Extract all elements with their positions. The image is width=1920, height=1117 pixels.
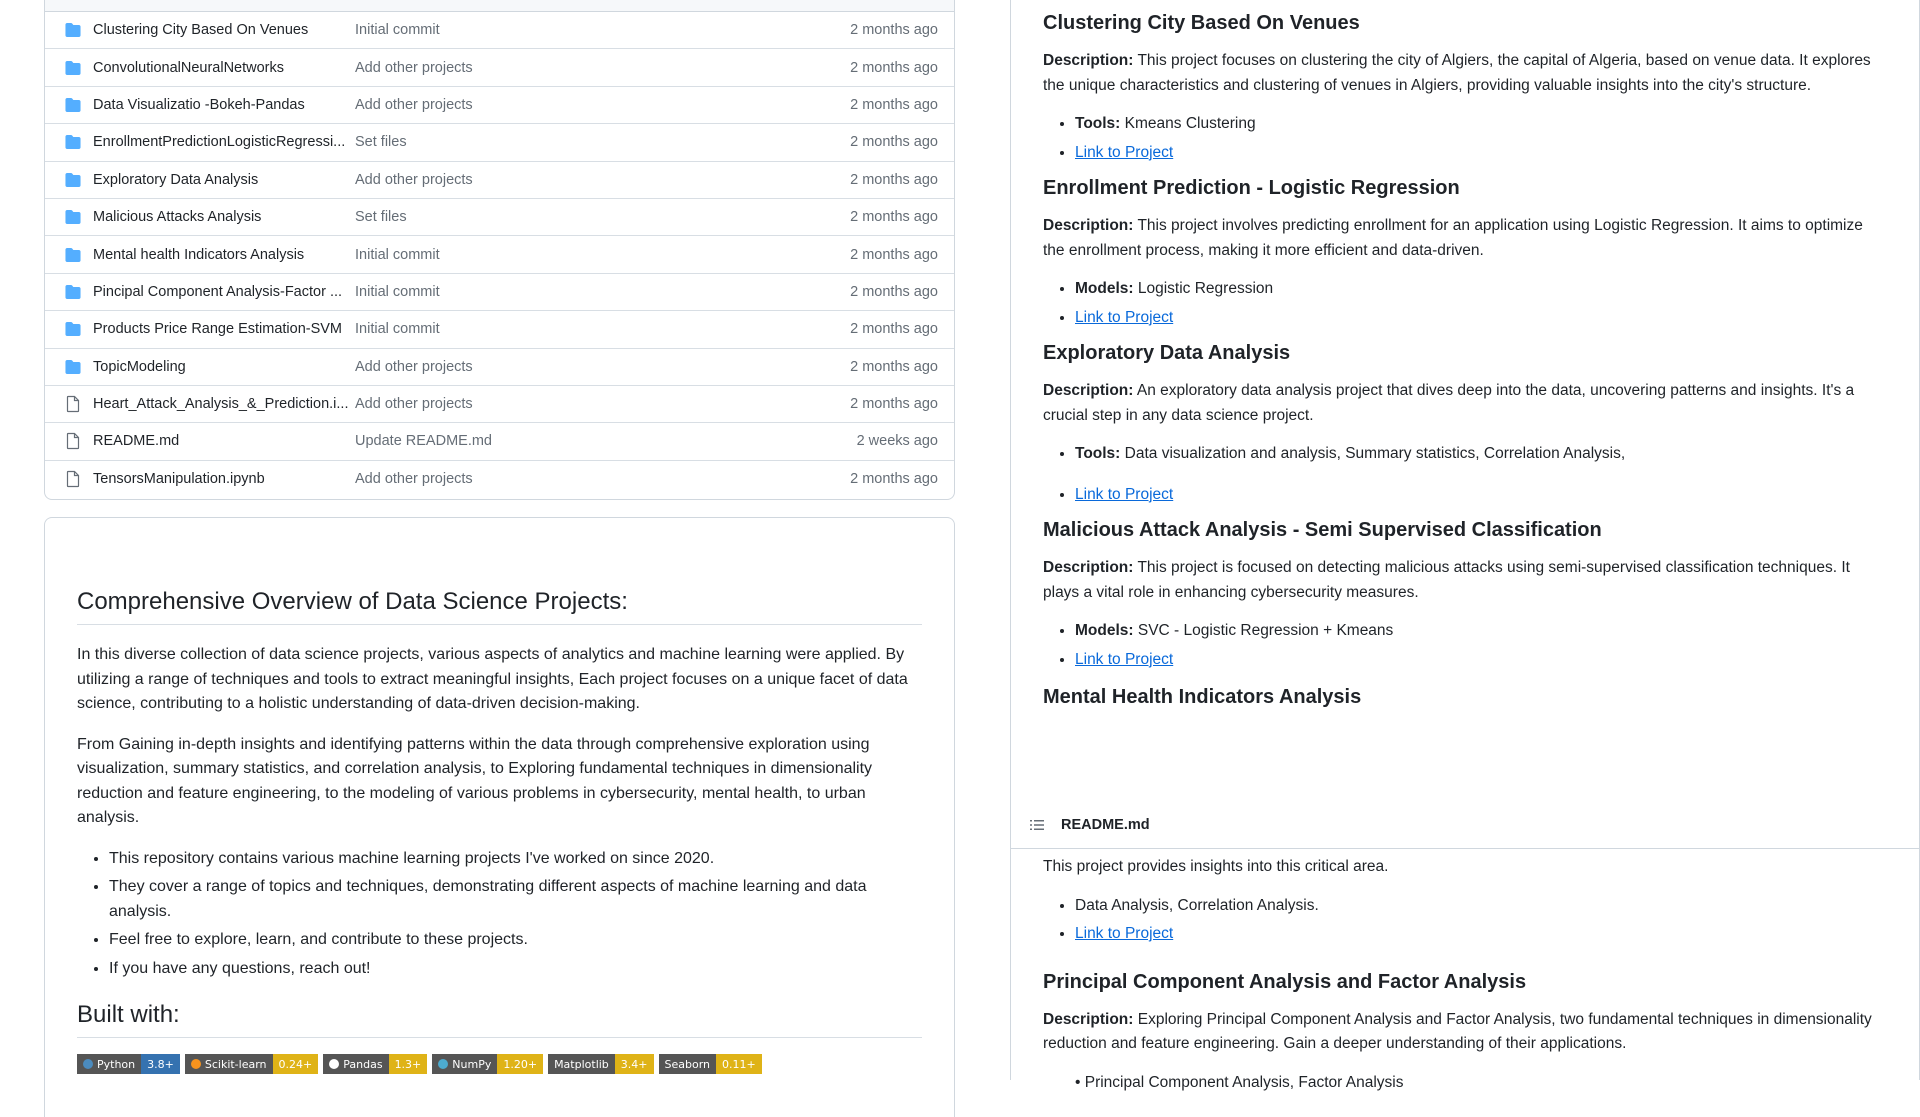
list-item bbox=[1075, 306, 1887, 331]
description-text: Exploring Principal Component Analysis and Factor Analysis, two fundamental techniques in dimensionality reduction and feature engineering. Gain a deeper understanding of their applications. bbox=[1043, 1010, 1872, 1052]
folder-icon bbox=[45, 360, 93, 374]
link-to-project[interactable]: Link to Project bbox=[1075, 650, 1174, 668]
badge-label bbox=[432, 1054, 497, 1074]
badge-label bbox=[185, 1054, 273, 1074]
readme-bullet-list bbox=[109, 847, 921, 982]
section-item-list bbox=[1075, 112, 1887, 165]
built-with-heading: Built with: bbox=[77, 1001, 922, 1038]
badge-version: 0.11+ bbox=[716, 1054, 762, 1074]
table-row[interactable] bbox=[45, 349, 954, 386]
link-to-project[interactable]: Link to Project bbox=[1075, 143, 1174, 161]
project-section bbox=[1043, 342, 1887, 507]
list-item: • This repository contains various machine learning projects I've worked on since 2020. bbox=[109, 847, 921, 872]
file-name-link[interactable]: Data Visualizatio -Bokeh-Pandas bbox=[93, 96, 305, 113]
folder-icon bbox=[45, 210, 93, 224]
commit-date: 2 months ago bbox=[850, 134, 938, 151]
folder-icon bbox=[45, 173, 93, 187]
item-label: Models: bbox=[1075, 622, 1134, 639]
table-row[interactable] bbox=[45, 423, 954, 460]
description-text: An exploratory data analysis project that dives deep into the data, uncovering patterns and insights. It's a crucial step in any data science project. bbox=[1043, 382, 1855, 424]
link-to-project[interactable]: Link to Project bbox=[1075, 925, 1174, 942]
commit-date: 2 months ago bbox=[850, 471, 938, 488]
link-to-project[interactable]: Link to Project bbox=[1075, 485, 1174, 503]
badge-label bbox=[548, 1054, 615, 1074]
item-label: Tools: bbox=[1075, 115, 1121, 132]
list-item: • Data Analysis, Correlation Analysis. bbox=[1075, 894, 1887, 919]
description-label: Description: bbox=[1043, 559, 1134, 576]
file-list-header bbox=[45, 0, 954, 12]
commit-message-link[interactable]: Set files bbox=[355, 209, 407, 226]
badge-logo-icon bbox=[438, 1059, 448, 1069]
list-item bbox=[1075, 442, 1887, 467]
list-item: • Principal Component Analysis, Factor Analysis bbox=[1075, 1073, 1404, 1091]
commit-message-link[interactable]: Initial commit bbox=[355, 283, 440, 300]
item-text: Logistic Regression bbox=[1133, 280, 1274, 297]
list-item bbox=[1075, 922, 1887, 947]
file-icon bbox=[45, 471, 93, 487]
section-item-list bbox=[1075, 894, 1887, 947]
file-name-link[interactable]: README.md bbox=[93, 433, 180, 450]
badge-logo-icon bbox=[191, 1059, 201, 1069]
commit-date: 2 months ago bbox=[850, 96, 938, 113]
description-label: Description: bbox=[1043, 52, 1134, 69]
badge-version: 1.20+ bbox=[497, 1054, 543, 1074]
description-text: This project focuses on clustering the city of Algiers, the capital of Algeria, based on venue data. It explores the unique characteristics and clustering of venues in Algiers, providing valuable insights into the city's structure. bbox=[1043, 52, 1871, 94]
tech-badge bbox=[432, 1054, 543, 1074]
commit-date: 2 months ago bbox=[850, 22, 938, 39]
list-item bbox=[1075, 619, 1887, 644]
readme-preview bbox=[44, 517, 955, 1117]
section-description bbox=[1043, 49, 1888, 98]
file-name-link[interactable]: TensorsManipulation.ipynb bbox=[93, 471, 265, 488]
readme-sticky-header bbox=[1011, 802, 1919, 849]
file-name-link[interactable]: Heart_Attack_Analysis_&_Prediction.i... bbox=[93, 396, 349, 413]
list-item bbox=[1075, 112, 1887, 137]
table-row[interactable] bbox=[45, 12, 954, 49]
table-row[interactable] bbox=[45, 49, 954, 86]
badge-label bbox=[323, 1054, 388, 1074]
folder-icon bbox=[45, 322, 93, 336]
badge-version: 3.4+ bbox=[615, 1054, 654, 1074]
commit-message-link[interactable]: Initial commit bbox=[355, 246, 440, 263]
item-text: Kmeans Clustering bbox=[1120, 115, 1256, 132]
project-section bbox=[1043, 12, 1887, 165]
list-item: • If you have any questions, reach out! bbox=[109, 957, 921, 982]
tech-badges bbox=[77, 1054, 921, 1074]
list-item: • Feel free to explore, learn, and contribute to these projects. bbox=[109, 928, 921, 953]
list-item bbox=[1075, 277, 1887, 302]
tech-badge bbox=[548, 1054, 653, 1074]
section-title-pca: Principal Component Analysis and Factor Analysis bbox=[1043, 970, 1527, 993]
section-description: This project provides insights into this critical area. bbox=[1043, 858, 1389, 875]
commit-message-link[interactable]: Add other projects bbox=[355, 59, 473, 76]
tech-badge bbox=[659, 1054, 762, 1074]
description-text: This project involves predicting enrollment for an application using Logistic Regression. It aims to optimize the enrollment process, making it more efficient and data-driven. bbox=[1043, 217, 1863, 259]
folder-icon bbox=[45, 248, 93, 262]
folder-icon bbox=[45, 23, 93, 37]
section-item-list bbox=[1075, 619, 1887, 672]
list-item bbox=[1075, 141, 1887, 166]
list-item: • They cover a range of topics and techniques, demonstrating different aspects of machine learning and data analysis. bbox=[109, 875, 921, 924]
description-label: Description: bbox=[1043, 1010, 1134, 1028]
commit-date: 2 months ago bbox=[850, 283, 938, 300]
badge-label-text: Python bbox=[97, 1057, 136, 1071]
file-name-link[interactable]: Exploratory Data Analysis bbox=[93, 171, 259, 188]
file-name-link[interactable]: Malicious Attacks Analysis bbox=[93, 209, 262, 226]
section-title: Exploratory Data Analysis bbox=[1043, 342, 1291, 364]
item-text: Data visualization and analysis, Summary statistics, Correlation Analysis, bbox=[1120, 445, 1626, 462]
description-label: Description: bbox=[1043, 217, 1134, 234]
section-description bbox=[1043, 214, 1888, 263]
folder-icon bbox=[45, 135, 93, 149]
section-description bbox=[1043, 379, 1888, 428]
badge-label-text: Scikit-learn bbox=[204, 1057, 267, 1071]
project-section bbox=[1043, 177, 1887, 330]
table-row[interactable] bbox=[45, 274, 954, 311]
commit-date: 2 months ago bbox=[850, 171, 938, 188]
commit-date: 2 months ago bbox=[850, 209, 938, 226]
folder-icon bbox=[45, 61, 93, 75]
item-text: SVC - Logistic Regression + Kmeans bbox=[1133, 622, 1394, 639]
list-item bbox=[1075, 483, 1887, 508]
section-description bbox=[1043, 1008, 1888, 1057]
badge-version: 3.8+ bbox=[141, 1054, 180, 1074]
commit-message-link[interactable]: Update README.md bbox=[355, 433, 492, 450]
table-row[interactable] bbox=[45, 386, 954, 423]
file-icon bbox=[45, 433, 93, 449]
commit-message-link[interactable]: Initial commit bbox=[355, 321, 440, 338]
readme-filename[interactable]: README.md bbox=[1061, 817, 1150, 833]
section-title: Enrollment Prediction - Logistic Regression bbox=[1043, 177, 1460, 199]
readme-scroll-content[interactable] bbox=[1011, 0, 1919, 802]
file-list bbox=[44, 0, 955, 500]
file-name-link[interactable]: Products Price Range Estimation-SVM bbox=[93, 321, 343, 338]
table-row[interactable] bbox=[45, 87, 954, 124]
readme-scope-paragraph: From Gaining in-depth insights and identifying patterns within the data through comprehensive exploration using visualization, summary statistics, and correlation analysis, to Exploring fundamental techniques in dimensionality reduction and feature engineering, to the modeling of various problems in cybersecurity, mental health, to urban analysis. bbox=[77, 735, 873, 826]
link-to-project[interactable]: Link to Project bbox=[1075, 308, 1174, 326]
badge-label-text: Matplotlib bbox=[554, 1057, 609, 1071]
badge-logo-icon bbox=[329, 1059, 339, 1069]
list-item bbox=[1075, 648, 1887, 673]
file-name-link[interactable]: Pincipal Component Analysis-Factor ... bbox=[93, 283, 343, 300]
commit-message-link[interactable]: Initial commit bbox=[355, 22, 440, 39]
commit-message-link[interactable]: Add other projects bbox=[355, 358, 473, 375]
item-label: Models: bbox=[1075, 280, 1134, 297]
commit-date: 2 weeks ago bbox=[856, 433, 938, 450]
table-row[interactable] bbox=[45, 461, 954, 498]
commit-date: 2 months ago bbox=[850, 321, 938, 338]
section-title-mental-health: Mental Health Indicators Analysis bbox=[1043, 686, 1362, 708]
table-row[interactable] bbox=[45, 311, 954, 348]
tech-badge bbox=[77, 1054, 180, 1074]
commit-message-link[interactable]: Add other projects bbox=[355, 471, 473, 488]
commit-message-link[interactable]: Add other projects bbox=[355, 96, 473, 113]
project-section bbox=[1043, 519, 1887, 672]
description-label: Description: bbox=[1043, 382, 1134, 399]
item-label: Tools: bbox=[1075, 445, 1121, 462]
list-outline-icon[interactable] bbox=[1029, 817, 1045, 833]
readme-panel bbox=[1010, 0, 1920, 1091]
commit-message-link[interactable]: Add other projects bbox=[355, 396, 473, 413]
description-text: This project is focused on detecting malicious attacks using semi-supervised classification techniques. It plays a vital role in enhancing cybersecurity measures. bbox=[1043, 559, 1850, 601]
tech-badge bbox=[323, 1054, 427, 1074]
section-item-list bbox=[1075, 442, 1887, 507]
commit-date: 2 months ago bbox=[850, 59, 938, 76]
badge-version: 0.24+ bbox=[273, 1054, 319, 1074]
file-name-link[interactable]: Clustering City Based On Venues bbox=[93, 22, 309, 39]
commit-date: 2 months ago bbox=[850, 246, 938, 263]
readme-title: Comprehensive Overview of Data Science Projects: bbox=[77, 588, 922, 625]
folder-icon bbox=[45, 285, 93, 299]
file-name-link[interactable]: TopicModeling bbox=[93, 358, 186, 375]
section-item-list bbox=[1075, 277, 1887, 330]
badge-label bbox=[659, 1054, 717, 1074]
badge-label-text: Seaborn bbox=[664, 1057, 711, 1071]
table-row[interactable] bbox=[45, 199, 954, 236]
file-icon bbox=[45, 396, 93, 412]
tech-badge bbox=[185, 1054, 318, 1074]
readme-intro-paragraph: In this diverse collection of data science projects, various aspects of analytics and machine learning were applied. By utilizing a range of techniques and tools to extract meaningful insights, Each project focuses on a unique facet of data science, contributing to a holistic understanding of data-driven decision-making. bbox=[77, 646, 908, 712]
badge-logo-icon bbox=[83, 1059, 93, 1069]
commit-date: 2 months ago bbox=[850, 396, 938, 413]
section-title: Malicious Attack Analysis - Semi Supervised Classification bbox=[1043, 519, 1602, 541]
list-item-text: Principal Component Analysis, Factor Analysis bbox=[1084, 1073, 1404, 1091]
commit-message-link[interactable]: Add other projects bbox=[355, 171, 473, 188]
badge-label bbox=[77, 1054, 141, 1074]
file-name-link[interactable]: Mental health Indicators Analysis bbox=[93, 246, 305, 263]
file-name-link[interactable]: ConvolutionalNeuralNetworks bbox=[93, 59, 285, 76]
badge-version: 1.3+ bbox=[389, 1054, 428, 1074]
commit-message-link[interactable]: Set files bbox=[355, 134, 407, 151]
section-description bbox=[1043, 556, 1888, 605]
folder-icon bbox=[45, 98, 93, 112]
table-row[interactable] bbox=[45, 236, 954, 273]
table-row[interactable] bbox=[45, 124, 954, 161]
commit-date: 2 months ago bbox=[850, 358, 938, 375]
badge-label-text: NumPy bbox=[452, 1057, 492, 1071]
badge-label-text: Pandas bbox=[343, 1057, 383, 1071]
readme-lower-content bbox=[1011, 849, 1919, 1091]
table-row[interactable] bbox=[45, 162, 954, 199]
section-title: Clustering City Based On Venues bbox=[1043, 12, 1360, 34]
file-name-link[interactable]: EnrollmentPredictionLogisticRegressi... bbox=[93, 134, 346, 151]
